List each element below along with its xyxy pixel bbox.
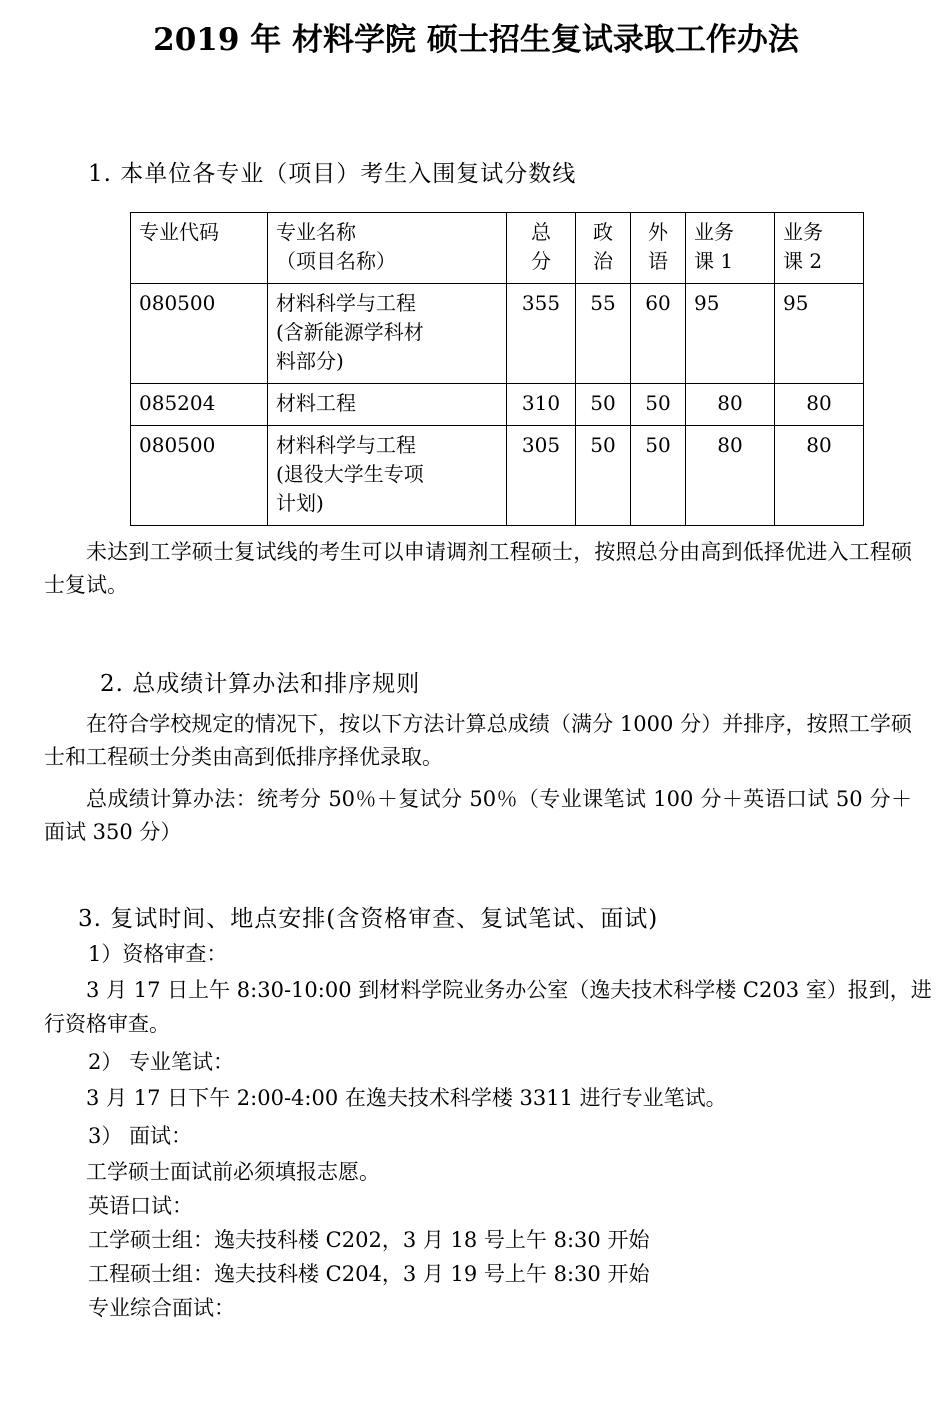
score-table: [130, 212, 864, 526]
table-row: [131, 384, 864, 426]
cell-name-line1: 材料科学与工程: [276, 433, 416, 457]
section-3-item-1-text: 3 月 17 日上午 8:30-10:00 到材料学院业务办公室（逸夫技术科学楼 C203 室）报到，进行资格审查。: [44, 978, 932, 1037]
cell-total: 310: [507, 384, 576, 426]
cell-total: 305: [507, 426, 576, 526]
cell-name-line1: 材料工程: [276, 391, 356, 415]
section-3-comprehensive-label: 专业综合面试：: [88, 1296, 235, 1321]
score-table-wrapper: [130, 212, 952, 526]
section-2-paragraph-2: 总成绩计算办法：统考分 50％＋复试分 50％（专业课笔试 100 分＋英语口试 50 分＋面试 350 分）: [44, 787, 912, 844]
header-cell-name-line2: （项目名称）: [276, 249, 396, 273]
cell-politics: 50: [576, 384, 631, 426]
section-3-heading: 3. 复试时间、地点安排(含资格审查、复试笔试、面试): [78, 906, 659, 933]
cell-code: 085204: [131, 384, 268, 426]
header-cell-politics: [576, 213, 631, 284]
cell-name: [268, 384, 507, 426]
header-cell-politics-line2: 治: [593, 249, 613, 273]
table-row: [131, 426, 864, 526]
header-cell-foreign: [631, 213, 686, 284]
section-1-heading: 1. 本单位各专业（项目）考生入围复试分数线: [88, 161, 577, 187]
cell-name-line3: 计划): [276, 491, 324, 515]
cell-name-line3: 料部分): [276, 349, 344, 373]
header-cell-name: [268, 213, 507, 284]
section-3-item-3-label: 3） 面试：: [88, 1124, 193, 1149]
table-row: [131, 284, 864, 384]
cell-foreign: 50: [631, 426, 686, 526]
cell-name-line1: 材料科学与工程: [276, 291, 416, 315]
cell-course2: 95: [775, 284, 864, 384]
section-3-item-2-text: 3 月 17 日下午 2:00-4:00 在逸夫技术科学楼 3311 进行专业笔试。: [86, 1086, 727, 1111]
cell-name-line2: (含新能源学科材: [276, 320, 424, 344]
cell-course2: 80: [775, 426, 864, 526]
cell-foreign: 60: [631, 284, 686, 384]
header-cell-course1-line2: 课 1: [694, 249, 734, 273]
header-cell-course2: [775, 213, 864, 284]
header-cell-course2-line2: 课 2: [783, 249, 823, 273]
section-3-oral-line-2: 工程硕士组：逸夫技科楼 C204，3 月 19 号上午 8:30 开始: [88, 1262, 650, 1287]
header-cell-name-line1: 专业名称: [276, 220, 356, 244]
cell-course1: 95: [686, 284, 775, 384]
header-cell-total-line1: 总: [531, 220, 551, 244]
section-2-paragraph-1: 在符合学校规定的情况下，按以下方法计算总成绩（满分 1000 分）并排序，按照工学硕士和工程硕士分类由高到低排序择优录取。: [44, 712, 912, 769]
header-cell-politics-line1: 政: [593, 220, 613, 244]
cell-course1: 80: [686, 426, 775, 526]
section-3-item-2-label: 2） 专业笔试：: [88, 1050, 235, 1075]
cell-politics: 50: [576, 426, 631, 526]
header-cell-code: 专业代码: [131, 213, 268, 284]
header-cell-foreign-line1: 外: [648, 220, 668, 244]
page-title: 2019 年 材料学院 硕士招生复试录取工作办法: [153, 22, 799, 58]
table-header-row: [131, 213, 864, 284]
document-page: [0, 14, 952, 1417]
cell-name: [268, 426, 507, 526]
header-cell-course1-line1: 业务: [694, 220, 734, 244]
cell-name-line2: (退役大学生专项: [276, 462, 424, 486]
cell-course2: 80: [775, 384, 864, 426]
cell-total: 355: [507, 284, 576, 384]
section-1-note: 未达到工学硕士复试线的考生可以申请调剂工程硕士，按照总分由高到低择优进入工程硕士复试。: [44, 540, 912, 597]
section-3-oral-line-1: 工学硕士组：逸夫技科楼 C202，3 月 18 号上午 8:30 开始: [88, 1228, 650, 1253]
section-2-heading: 2. 总成绩计算办法和排序规则: [100, 671, 421, 698]
header-cell-total: [507, 213, 576, 284]
cell-code: 080500: [131, 284, 268, 384]
section-3-item-1-label: 1）资格审查：: [88, 942, 228, 967]
header-cell-course2-line1: 业务: [783, 220, 823, 244]
header-cell-total-line2: 分: [531, 249, 551, 273]
cell-name: [268, 284, 507, 384]
section-3-item-3-text: 工学硕士面试前必须填报志愿。: [86, 1160, 380, 1185]
section-3-oral-label: 英语口试：: [88, 1194, 193, 1219]
cell-code: 080500: [131, 426, 268, 526]
cell-foreign: 50: [631, 384, 686, 426]
cell-course1: 80: [686, 384, 775, 426]
header-cell-course1: [686, 213, 775, 284]
header-cell-foreign-line2: 语: [648, 249, 668, 273]
cell-politics: 55: [576, 284, 631, 384]
